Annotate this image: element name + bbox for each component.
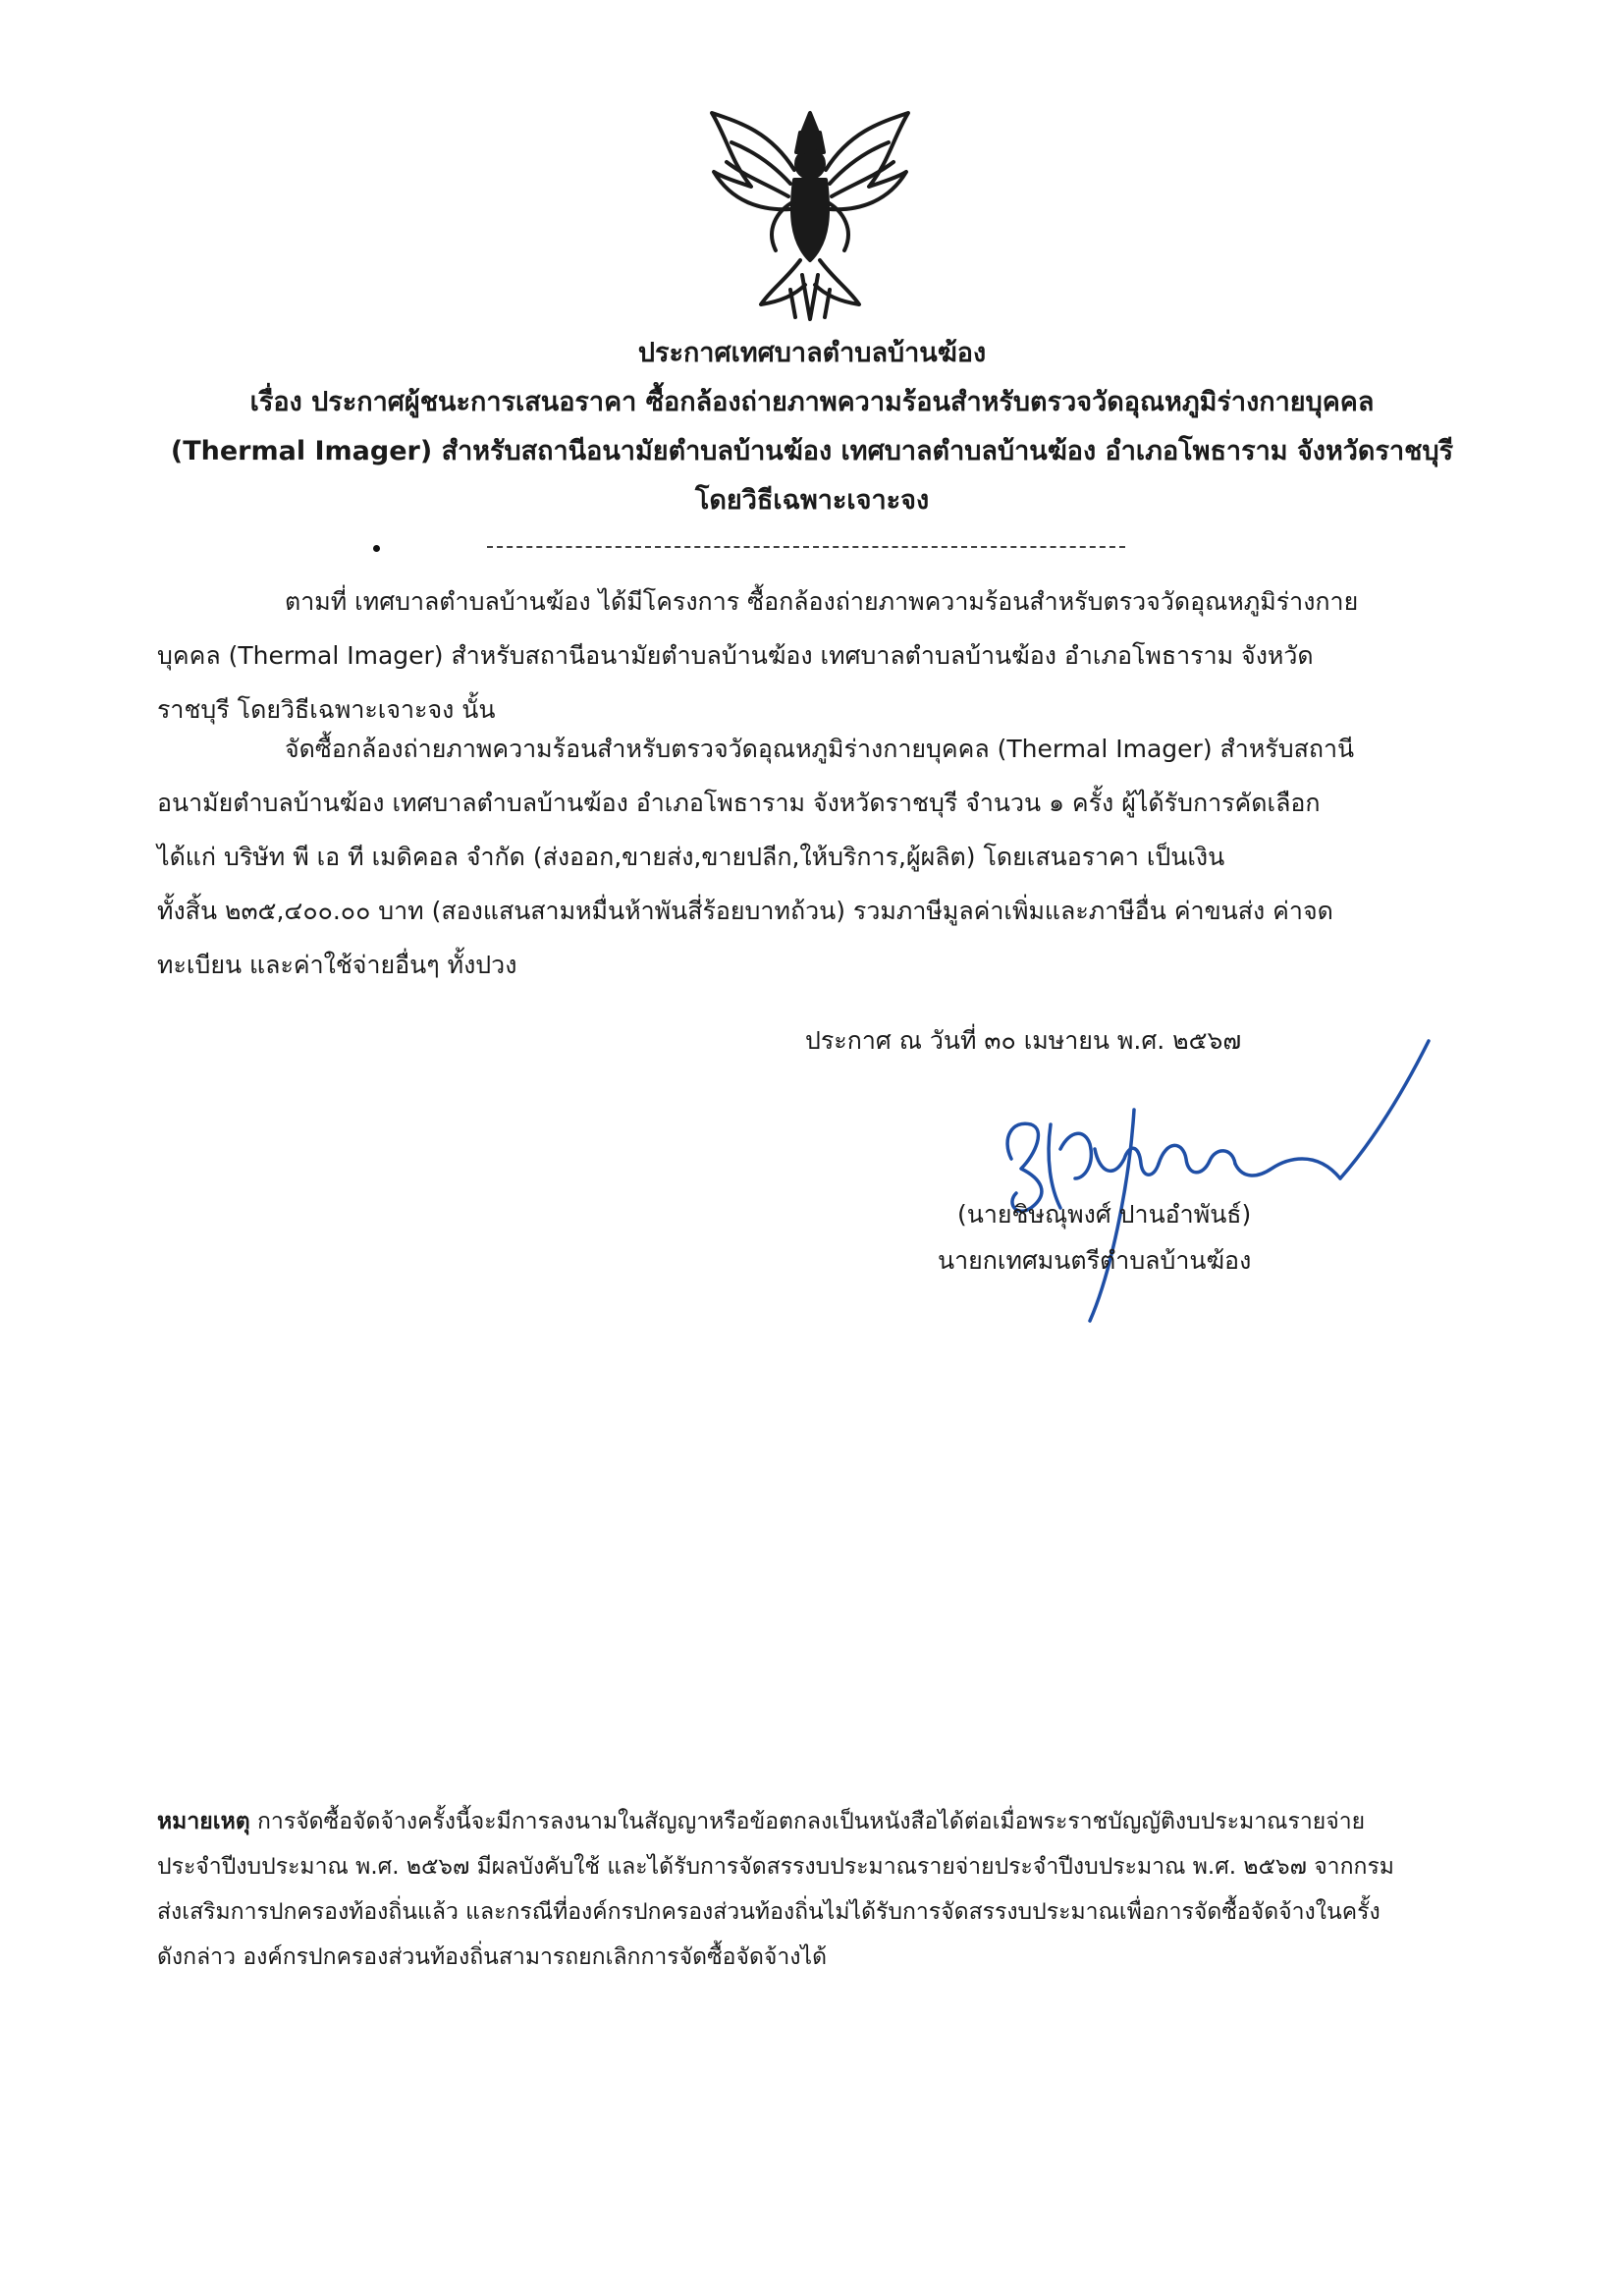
announcement-subject-line1: เรื่อง ประกาศผู้ชนะการเสนอราคา ซื้อกล้องถ่ายภาพความร้อนสำหรับตรวจวัดอุณหภูมิร่างกายบุคคล [249,387,1375,417]
paragraph-background [157,574,1468,737]
signer-position: นายกเทศมนตรีตำบลบ้านฆ้อง [938,1246,1252,1275]
paragraph-line: ทั้งสิ้น ๒๓๕,๔๐๐.๐๐ บาท (สองแสนสามหมื่นห้าพันสี่ร้อยบาทถ้วน) รวมภาษีมูลค่าเพิ่มและภาษีอื่น ค่าขนส่ง ค่าจด [157,897,1333,925]
announcement-date: ประกาศ ณ วันที่ ๓๐ เมษายน พ.ศ. ๒๕๖๗ [805,1026,1242,1055]
footnote [157,1799,1468,1980]
paragraph-line: อนามัยตำบลบ้านฆ้อง เทศบาลตำบลบ้านฆ้อง อำเภอโพธาราม จังหวัดราชบุรี จำนวน ๑ ครั้ง ผู้ได้รับการคัดเลือก [157,789,1321,817]
note-line: ส่งเสริมการปกครองท้องถิ่นแล้ว และกรณีที่องค์กรปกครองส่วนท้องถิ่นไม่ได้รับการจัดสรรงบประมาณเพื่อการจัดซื้อจัดจ้างในครั้ง [157,1899,1380,1925]
paragraph-line: ทะเบียน และค่าใช้จ่ายอื่นๆ ทั้งปวง [157,951,517,979]
paragraph-line: บุคคล (Thermal Imager) สำหรับสถานีอนามัยตำบลบ้านฆ้อง เทศบาลตำบลบ้านฆ้อง อำเภอโพธาราม จังหวัด [157,641,1314,670]
announcement-method: โดยวิธีเฉพาะเจาะจง [694,485,930,516]
note-line: ประจำปีงบประมาณ พ.ศ. ๒๕๖๗ มีผลบังคับใช้ และได้รับการจัดสรรงบประมาณรายจ่ายประจำปีงบประมาณ พ.ศ. ๒๕๖๗ จากกรม [157,1854,1394,1880]
paragraph-line: ได้แก่ บริษัท พี เอ ที เมดิคอล จำกัด (ส่งออก,ขายส่ง,ขายปลีก,ให้บริการ,ผู้ผลิต) โดยเสนอราคา เป็นเงิน [157,843,1225,871]
signer-name: (นายชิษณุพงศ์ ปานอำพันธ์) [957,1200,1252,1229]
note-label: หมายเหตุ [157,1809,250,1834]
header-divider [487,546,1125,548]
announcement-title: ประกาศเทศบาลตำบลบ้านฆ้อง [637,338,987,368]
paragraph-line: ราชบุรี โดยวิธีเฉพาะเจาะจง นั้น [157,695,496,724]
paragraph-award [157,722,1468,992]
note-line: การจัดซื้อจัดจ้างครั้งนี้จะมีการลงนามในสัญญาหรือข้อตกลงเป็นหนังสือได้ต่อเมื่อพระราชบัญญัติงบประมาณรายจ่าย [249,1809,1366,1834]
paragraph-line: จัดซื้อกล้องถ่ายภาพความร้อนสำหรับตรวจวัดอุณหภูมิร่างกายบุคคล (Thermal Imager) สำหรับสถานี [285,735,1355,763]
dot-mark [373,545,380,552]
garuda-emblem-icon [692,93,928,329]
note-line: ดังกล่าว องค์กรปกครองส่วนท้องถิ่นสามารถยกเลิกการจัดซื้อจัดจ้างได้ [157,1944,828,1970]
announcement-subject-line2: (Thermal Imager) สำหรับสถานีอนามัยตำบลบ้านฆ้อง เทศบาลตำบลบ้านฆ้อง อำเภอโพธาราม จังหวัดราชบุรี [170,436,1454,466]
paragraph-line: ตามที่ เทศบาลตำบลบ้านฆ้อง ได้มีโครงการ ซื้อกล้องถ่ายภาพความร้อนสำหรับตรวจวัดอุณหภูมิร่างกาย [285,587,1359,616]
